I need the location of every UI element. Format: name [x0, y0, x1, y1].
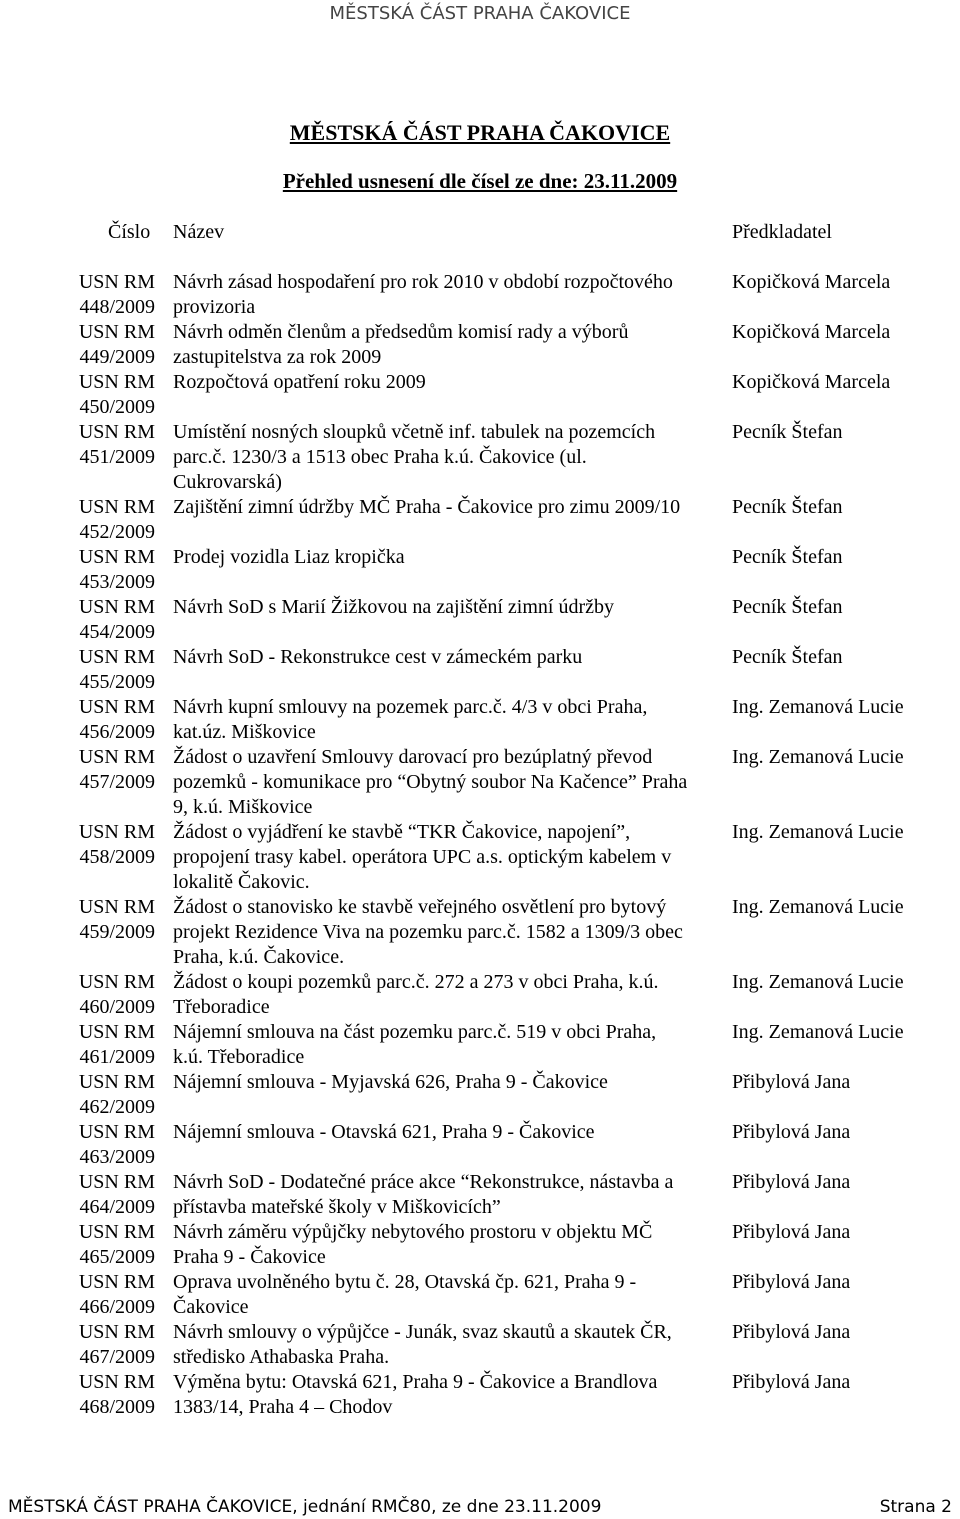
resolution-name: Návrh kupní smlouvy na pozemek parc.č. 4/3 v obci Praha, kat.úz. Miškovice: [173, 696, 648, 743]
resolution-submitter: Pecník Štefan: [732, 496, 843, 518]
resolution-name: Návrh SoD s Marií Žižkovou na zajištění zimní údržby: [173, 596, 615, 618]
table-row: [0, 270, 960, 320]
resolution-number: USN RM 461/2009: [78, 1021, 155, 1068]
table-row: [0, 1370, 960, 1420]
resolution-number: USN RM 452/2009: [78, 496, 155, 543]
table-row: [0, 1020, 960, 1070]
document-title: MĚSTSKÁ ČÁST PRAHA ČAKOVICE: [289, 120, 671, 145]
resolution-submitter: Přibylová Jana: [732, 1271, 851, 1293]
table-row: [0, 1120, 960, 1170]
table-row: [0, 970, 960, 1020]
resolution-submitter: Přibylová Jana: [732, 1171, 851, 1193]
table-row: [0, 495, 960, 545]
resolution-list: [0, 270, 960, 1420]
page-footer: [8, 1497, 952, 1517]
resolution-name: Návrh SoD - Rekonstrukce cest v zámeckém parku: [173, 646, 583, 668]
resolution-number: USN RM 465/2009: [78, 1221, 155, 1268]
document-subtitle: Přehled usnesení dle čísel ze dne: 23.11.2009: [282, 169, 678, 193]
resolution-name: Oprava uvolněného bytu č. 28, Otavská čp. 621, Praha 9 - Čakovice: [173, 1271, 637, 1318]
column-header-name: Název: [173, 221, 225, 243]
table-row: [0, 1270, 960, 1320]
resolution-submitter: Ing. Zemanová Lucie: [732, 971, 904, 993]
resolution-submitter: Ing. Zemanová Lucie: [732, 746, 904, 768]
resolution-name: Žádost o stanovisko ke stavbě veřejného osvětlení pro bytový projekt Rezidence Viva na pozemku parc.č. 1582 a 1309/3 obec Praha, k.ú. Čakovice.: [173, 896, 683, 968]
resolution-name: Výměna bytu: Otavská 621, Praha 9 - Čakovice a Brandlova 1383/14, Praha 4 – Chodov: [173, 1371, 658, 1418]
table-row: [0, 695, 960, 745]
resolution-name: Nájemní smlouva na část pozemku parc.č. 519 v obci Praha, k.ú. Třeboradice: [173, 1021, 657, 1068]
table-row: [0, 895, 960, 970]
resolution-name: Zajištění zimní údržby MČ Praha - Čakovice pro zimu 2009/10: [173, 496, 681, 518]
resolution-submitter: Ing. Zemanová Lucie: [732, 896, 904, 918]
table-row: [0, 645, 960, 695]
resolution-submitter: Kopičková Marcela: [732, 271, 891, 293]
table-row: [0, 1220, 960, 1270]
resolution-number: USN RM 457/2009: [78, 746, 155, 793]
footer-page-number: Strana 2: [879, 1497, 952, 1517]
resolution-number: USN RM 462/2009: [78, 1071, 155, 1118]
table-row: [0, 1170, 960, 1220]
resolution-name: Návrh odměn členům a předsedům komisí rady a výborů zastupitelstva za rok 2009: [173, 321, 629, 368]
table-row: [0, 1320, 960, 1370]
resolution-submitter: Ing. Zemanová Lucie: [732, 696, 904, 718]
resolution-name: Návrh SoD - Dodatečné práce akce “Rekonstrukce, nástavba a přístavba mateřské školy v Miškovicích”: [173, 1171, 674, 1218]
column-header-submitter: Předkladatel: [732, 221, 832, 243]
resolution-submitter: Přibylová Jana: [732, 1071, 851, 1093]
resolution-submitter: Ing. Zemanová Lucie: [732, 821, 904, 843]
resolution-number: USN RM 468/2009: [78, 1371, 155, 1418]
footer-meeting-info: MĚSTSKÁ ČÁST PRAHA ČAKOVICE, jednání RMČ80, ze dne 23.11.2009: [8, 1497, 602, 1517]
resolution-name: Rozpočtová opatření roku 2009: [173, 371, 426, 393]
column-header-number: Číslo: [108, 221, 151, 243]
resolution-number: USN RM 449/2009: [78, 321, 155, 368]
table-row: [0, 420, 960, 495]
resolution-submitter: Pecník Štefan: [732, 546, 843, 568]
resolution-name: Návrh smlouvy o výpůjčce - Junák, svaz skautů a skautek ČR, středisko Athabaska Praha.: [173, 1321, 672, 1368]
resolution-submitter: Přibylová Jana: [732, 1221, 851, 1243]
resolution-submitter: Kopičková Marcela: [732, 371, 891, 393]
resolution-number: USN RM 463/2009: [78, 1121, 155, 1168]
resolution-name: Návrh záměru výpůjčky nebytového prostoru v objektu MČ Praha 9 - Čakovice: [173, 1221, 653, 1268]
table-row: [0, 820, 960, 895]
resolution-number: USN RM 458/2009: [78, 821, 155, 868]
resolution-submitter: Přibylová Jana: [732, 1321, 851, 1343]
table-row: [0, 595, 960, 645]
resolution-name: Žádost o koupi pozemků parc.č. 272 a 273 v obci Praha, k.ú. Třeboradice: [173, 971, 659, 1018]
resolution-name: Žádost o uzavření Smlouvy darovací pro bezúplatný převod pozemků - komunikace pro “Obytný soubor Na Kačence” Praha 9, k.ú. Miškovice: [173, 746, 688, 818]
resolution-number: USN RM 451/2009: [78, 421, 155, 468]
resolution-number: USN RM 466/2009: [78, 1271, 155, 1318]
page-header: MĚSTSKÁ ČÁST PRAHA ČAKOVICE: [329, 3, 631, 24]
resolution-number: USN RM 455/2009: [78, 646, 155, 693]
resolution-submitter: Ing. Zemanová Lucie: [732, 1021, 904, 1043]
column-headers: [0, 221, 960, 251]
resolution-number: USN RM 467/2009: [78, 1321, 155, 1368]
table-row: [0, 370, 960, 420]
table-row: [0, 545, 960, 595]
resolution-name: Prodej vozidla Liaz kropička: [173, 546, 405, 568]
table-row: [0, 1070, 960, 1120]
resolution-name: Nájemní smlouva - Myjavská 626, Praha 9 - Čakovice: [173, 1071, 608, 1093]
table-row: [0, 320, 960, 370]
resolution-name: Návrh zásad hospodaření pro rok 2010 v období rozpočtového provizoria: [173, 271, 673, 318]
resolution-submitter: Pecník Štefan: [732, 646, 843, 668]
resolution-name: Nájemní smlouva - Otavská 621, Praha 9 - Čakovice: [173, 1121, 595, 1143]
resolution-submitter: Pecník Štefan: [732, 421, 843, 443]
resolution-submitter: Přibylová Jana: [732, 1121, 851, 1143]
resolution-number: USN RM 460/2009: [78, 971, 155, 1018]
resolution-number: USN RM 456/2009: [78, 696, 155, 743]
resolution-number: USN RM 464/2009: [78, 1171, 155, 1218]
resolution-number: USN RM 459/2009: [78, 896, 155, 943]
resolution-submitter: Kopičková Marcela: [732, 321, 891, 343]
resolution-number: USN RM 448/2009: [78, 271, 155, 318]
resolution-name: Žádost o vyjádření ke stavbě “TKR Čakovice, napojení”, propojení trasy kabel. operátora UPC a.s. optickým kabelem v lokalitě Čakovic.: [173, 821, 672, 893]
table-row: [0, 745, 960, 820]
resolution-number: USN RM 454/2009: [78, 596, 155, 643]
resolution-number: USN RM 453/2009: [78, 546, 155, 593]
resolution-submitter: Pecník Štefan: [732, 596, 843, 618]
resolution-submitter: Přibylová Jana: [732, 1371, 851, 1393]
resolution-number: USN RM 450/2009: [78, 371, 155, 418]
resolution-name: Umístění nosných sloupků včetně inf. tabulek na pozemcích parc.č. 1230/3 a 1513 obec Praha k.ú. Čakovice (ul. Cukrovarská): [173, 421, 656, 493]
